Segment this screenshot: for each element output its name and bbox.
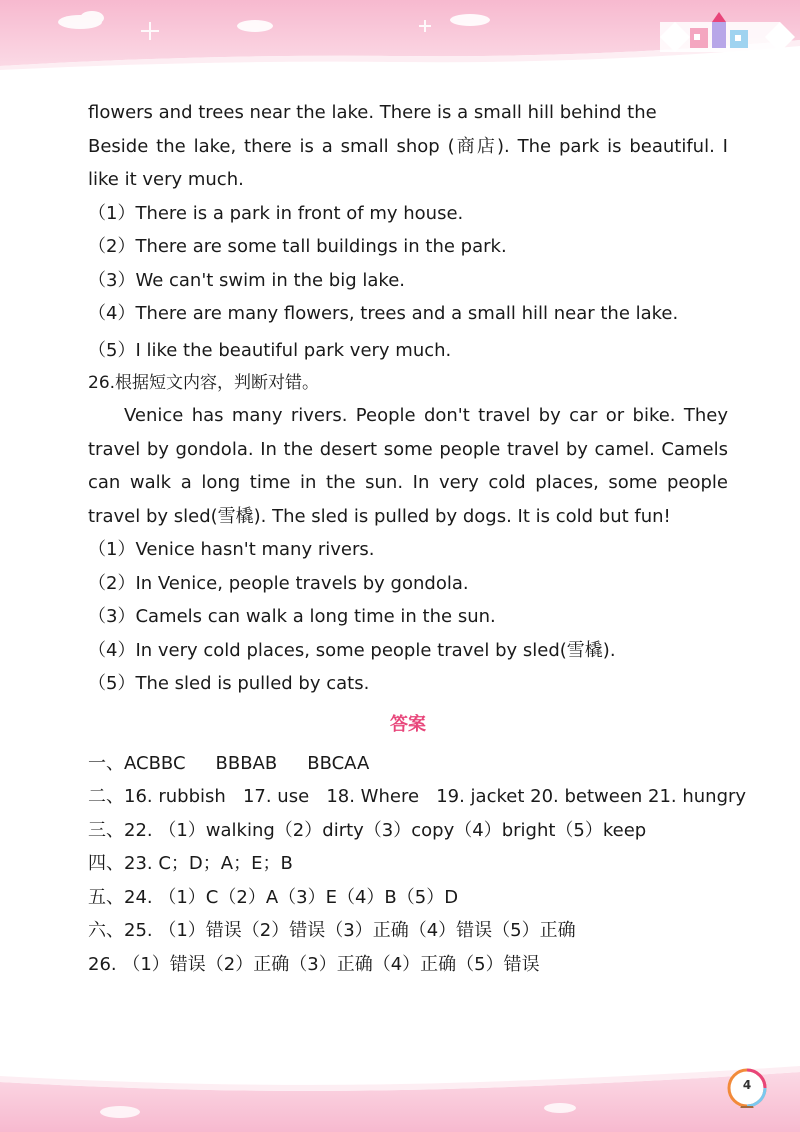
answer-row-3: 三、22. （1）walking（2）dirty（3）copy（4）bright（5）keep <box>88 819 647 841</box>
q25-item-3: （3）We can't swim in the big lake. <box>88 269 405 291</box>
q26-item-1: （1）Venice hasn't many rivers. <box>88 539 375 560</box>
q25-item-4: （4）There are many flowers, trees and a small hill near the lake. <box>88 303 679 324</box>
answer-row-7: 26. （1）错误（2）正确（3）正确（4）正确（5）错误 <box>88 953 540 975</box>
q26-item-4: （4）In very cold places, some people travel by sled(雪橇). <box>88 639 616 661</box>
passage-25-line-2: Beside the lake, there is a small shop (商店). The park is beautiful. I like it very much. <box>88 135 728 190</box>
q26-item-5: （5）The sled is pulled by cats. <box>88 673 370 694</box>
document-body <box>88 96 747 981</box>
answer-row-1-part-b: BBBAB <box>215 752 278 774</box>
q25-item-5: （5）I like the beautiful park very much. <box>88 339 452 361</box>
header-decoration <box>0 0 800 70</box>
page-number: 4 <box>742 1078 752 1092</box>
question-26-passage: Venice has many rivers. People don't travel by car or bike. They travel by gondola. In the desert some people travel by camel. Camels can walk a long time in the sun. In very cold places, some people travel by sled(雪橇). The sled is pulled by dogs. It is cold but fun! <box>88 405 728 527</box>
answer-title: 答案 <box>390 713 426 735</box>
answer-row-5: 五、24. （1）C（2）A（3）E（4）B（5）D <box>88 886 459 908</box>
q26-item-2: （2）In Venice, people travels by gondola. <box>88 572 469 594</box>
answer-row-2: 二、16. rubbish 17. use 18. Where 19. jacket 20. between 21. hungry <box>88 786 747 807</box>
q26-item-3: （3）Camels can walk a long time in the sun. <box>88 606 496 627</box>
answer-row-6: 六、25. （1）错误（2）错误（3）正确（4）错误（5）正确 <box>88 920 576 941</box>
answer-row-4: 四、23. C；D；A；E；B <box>88 853 293 874</box>
q25-item-2: （2）There are some tall buildings in the park. <box>88 236 507 257</box>
answer-row-1-part-a: 一、ACBBC <box>88 752 186 774</box>
q25-item-1: （1）There is a park in front of my house. <box>88 202 464 224</box>
footer-decoration <box>0 1052 800 1132</box>
question-26-heading: 26.根据短文内容，判断对错。 <box>88 373 320 393</box>
passage-25-line-1: flowers and trees near the lake. There is a small hill behind the <box>88 102 657 123</box>
answer-row-1-part-c: BBCAA <box>307 752 370 774</box>
answer-row-1 <box>88 747 728 781</box>
